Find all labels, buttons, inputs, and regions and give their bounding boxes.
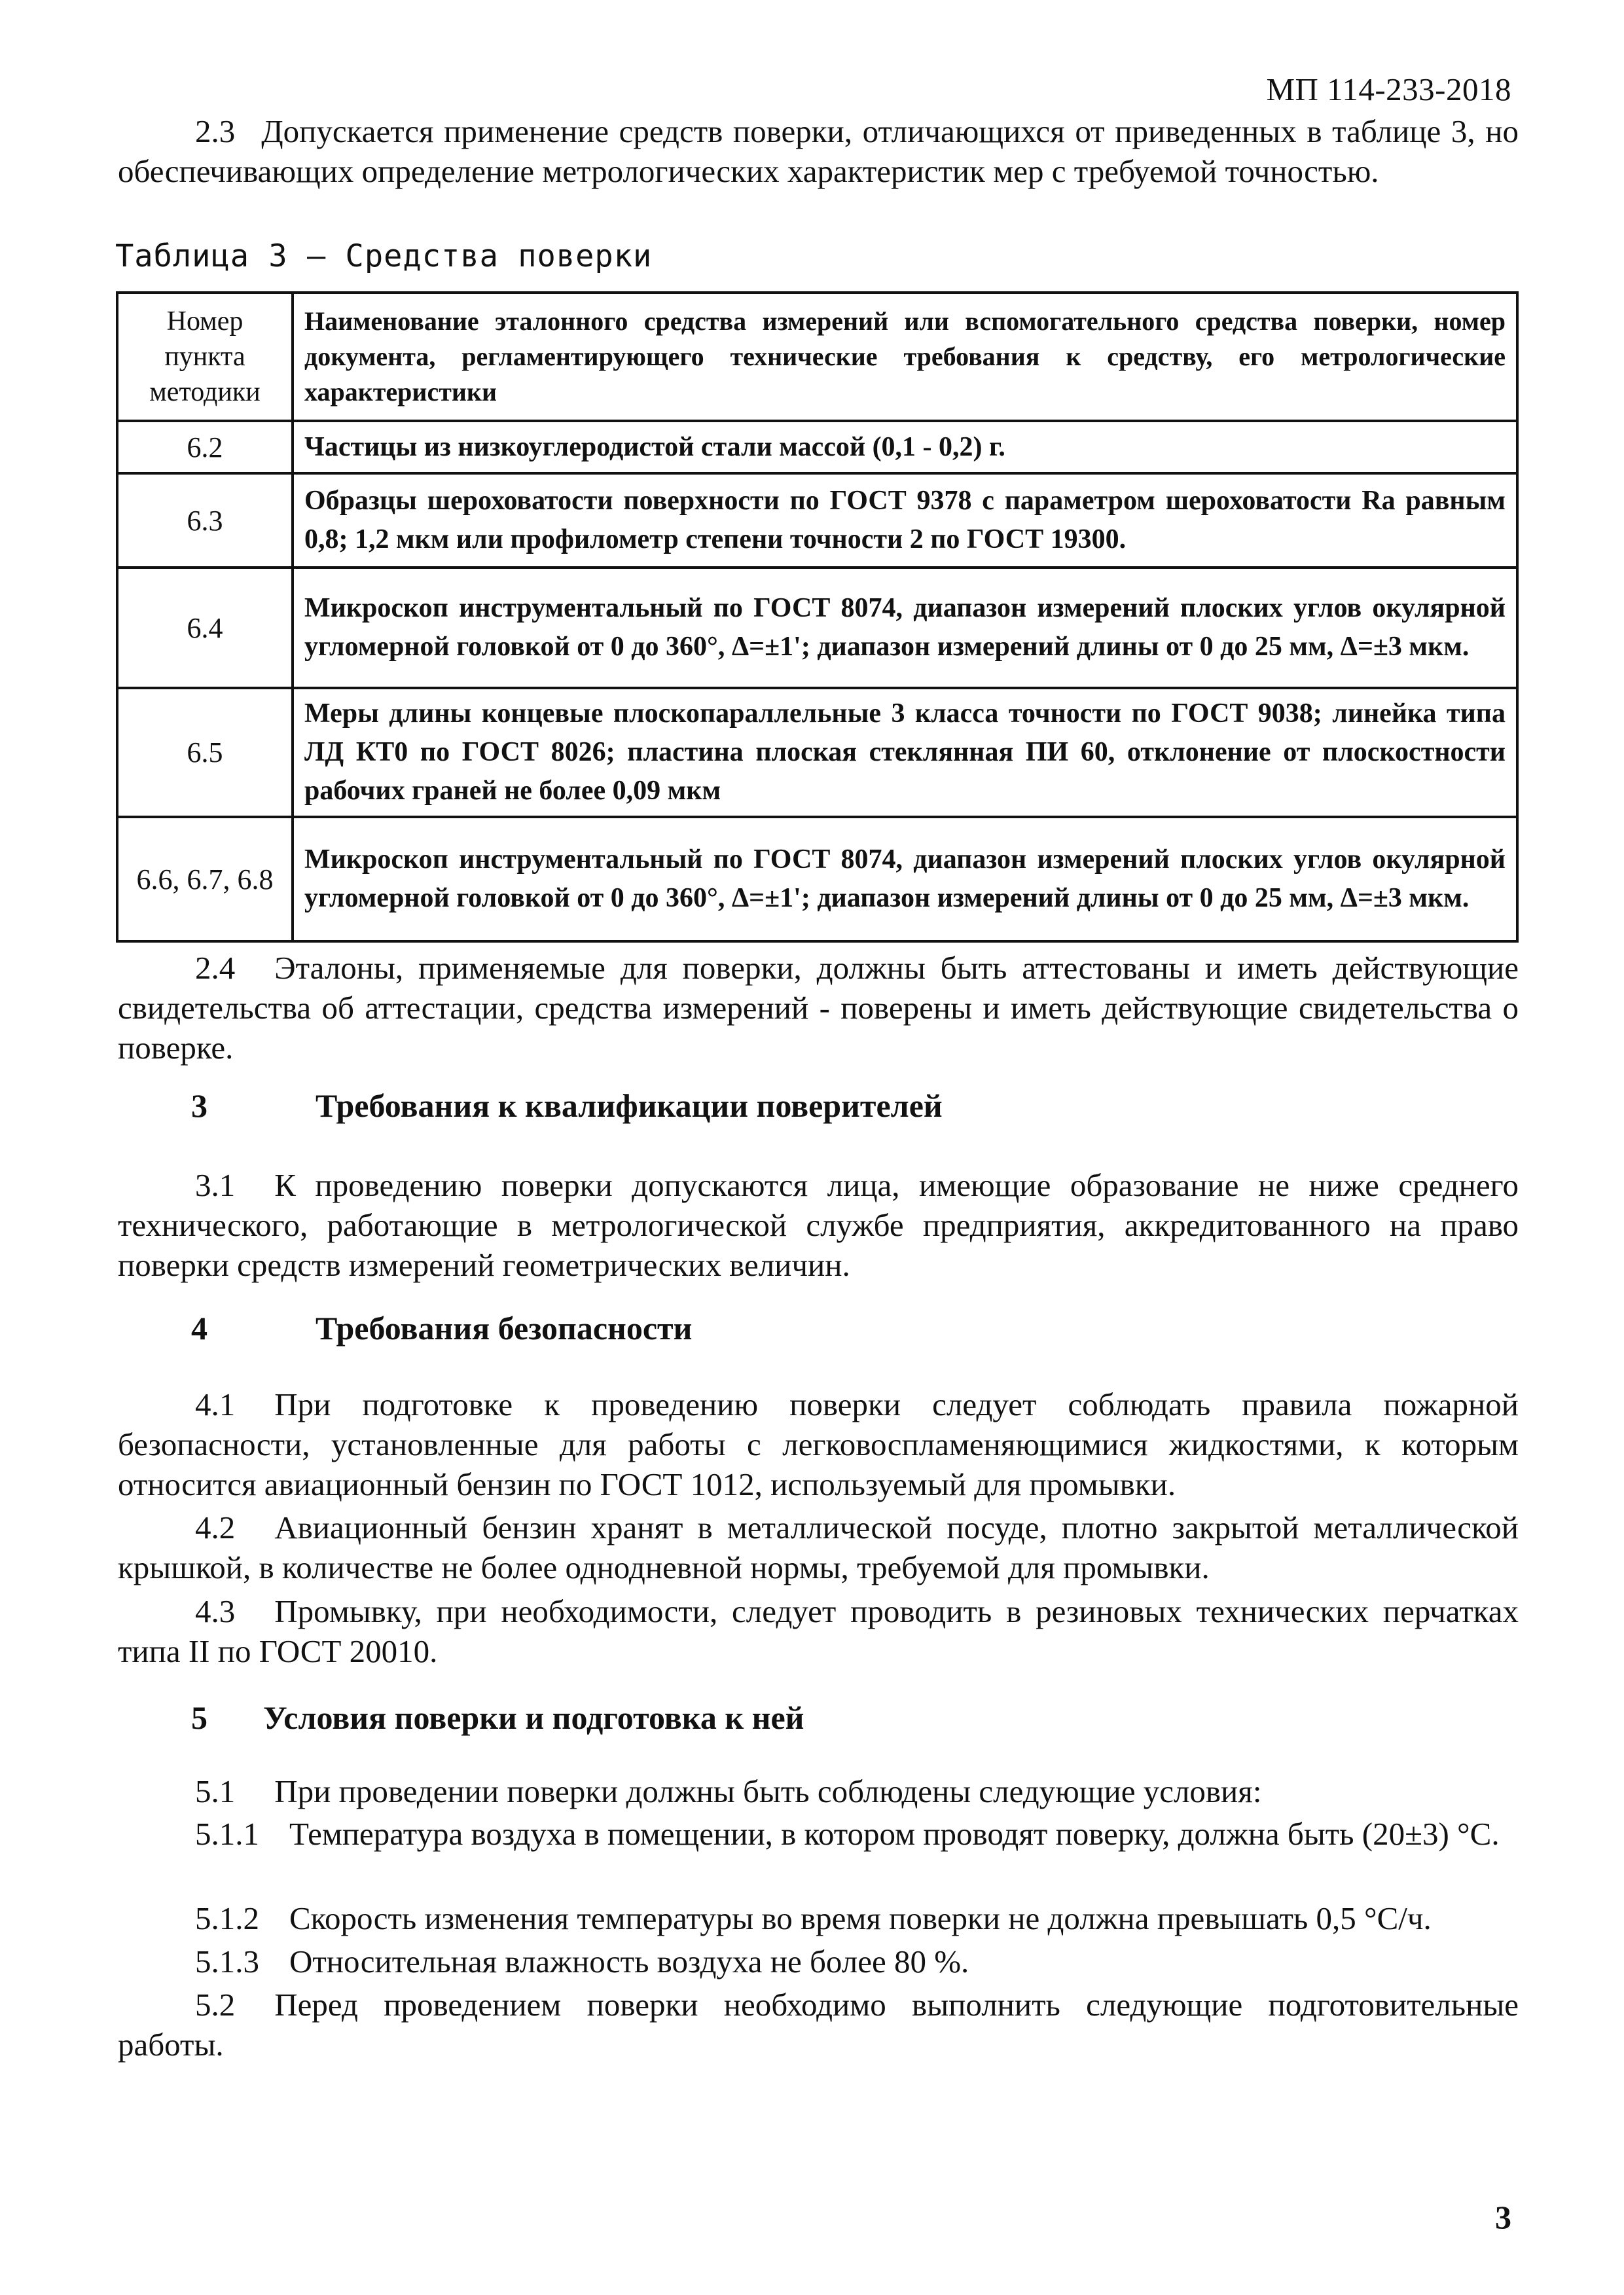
section-number: 4 — [191, 1310, 208, 1346]
section-title: Требования к квалификации поверителей — [316, 1087, 943, 1124]
table-row — [117, 473, 1517, 568]
table-row — [117, 568, 1517, 688]
table-row — [117, 688, 1517, 817]
column-header-description: Наименование эталонного средства измерений или вспомогательного средства поверки, номер документа, регламентирующего технические требования к средству, его метрологические характеристики — [293, 293, 1517, 421]
table-header-row — [117, 293, 1517, 421]
paragraph-5-1 — [118, 1771, 1519, 1811]
section-number: 3 — [191, 1087, 208, 1124]
paragraph-number: 4.1 — [195, 1386, 236, 1422]
paragraph-number: 4.3 — [195, 1593, 236, 1629]
section-number: 5 — [191, 1699, 208, 1736]
row-item-number: 6.5 — [117, 688, 293, 817]
document-code: МП 114-233-2018 — [1266, 71, 1511, 107]
paragraph-4-1 — [118, 1384, 1519, 1504]
paragraph-3-1 — [118, 1165, 1519, 1285]
row-item-number: 6.3 — [117, 473, 293, 568]
paragraph-text: Относительная влажность воздуха не более 80 %. — [289, 1943, 969, 1979]
paragraph-number: 5.1.1 — [195, 1816, 259, 1852]
paragraph-4-3 — [118, 1591, 1519, 1671]
section-title: Требования безопасности — [316, 1310, 693, 1346]
paragraph-4-2 — [118, 1508, 1519, 1587]
verification-tools-table — [116, 291, 1519, 943]
paragraph-number: 5.1.2 — [195, 1900, 259, 1936]
paragraph-5-1-2 — [118, 1898, 1519, 1938]
paragraph-5-1-1 — [118, 1814, 1519, 1854]
paragraph-number: 2.4 — [195, 950, 236, 986]
section-title: Условия поверки и подготовка к ней — [263, 1699, 804, 1736]
paragraph-number: 5.2 — [195, 1987, 236, 2023]
paragraph-text: При подготовке к проведению поверки следует соблюдать правила пожарной безопасности, установленные для работы с легковоспламеняющимися жидкостями, к которым относится авиационный бензин по ГОСТ 1012, используемый для промывки. — [118, 1386, 1519, 1502]
paragraph-number: 5.1 — [195, 1773, 236, 1809]
paragraph-text: Промывку, при необходимости, следует проводить в резиновых технических перчатках типа II по ГОСТ 20010. — [118, 1593, 1519, 1669]
paragraph-number: 2.3 — [195, 113, 236, 149]
paragraph-text: Авиационный бензин хранят в металлической посуде, плотно закрытой металлической крышкой, в количестве не более однодневной нормы, требуемой для промывки. — [118, 1509, 1519, 1585]
paragraph-number: 4.2 — [195, 1509, 236, 1545]
row-description: Меры длины концевые плоскопараллельные 3 класса точности по ГОСТ 9038; линейка типа ЛД КТ0 по ГОСТ 8026; пластина плоская стеклянная ПИ 60, отклонение от плоскостности рабочих граней не более 0,09 мкм — [293, 688, 1517, 817]
row-description: Частицы из низкоуглеродистой стали массой (0,1 - 0,2) г. — [293, 421, 1517, 473]
table-row — [117, 421, 1517, 473]
paragraph-text: При проведении поверки должны быть соблюдены следующие условия: — [274, 1773, 1262, 1809]
row-description: Микроскоп инструментальный по ГОСТ 8074, диапазон измерений плоских углов окулярной угломерной головкой от 0 до 360°, Δ=±1'; диапазон измерений длины от 0 до 25 мм, Δ=±3 мкм. — [293, 817, 1517, 941]
paragraph-5-2 — [118, 1985, 1519, 2065]
paragraph-text: Перед проведением поверки необходимо выполнить следующие подготовительные работы. — [118, 1987, 1519, 2063]
row-description: Образцы шероховатости поверхности по ГОСТ 9378 с параметром шероховатости Ra равным 0,8; 1,2 мкм или профилометр степени точности 2 по ГОСТ 19300. — [293, 473, 1517, 568]
column-header-item: Номер пункта методики — [117, 293, 293, 421]
paragraph-2-3 — [118, 111, 1519, 191]
paragraph-2-4 — [118, 948, 1519, 1068]
table-row — [117, 817, 1517, 941]
paragraph-text: Скорость изменения температуры во время поверки не должна превышать 0,5 °С/ч. — [289, 1900, 1432, 1936]
row-item-number: 6.6, 6.7, 6.8 — [117, 817, 293, 941]
paragraph-number: 3.1 — [195, 1167, 236, 1203]
row-item-number: 6.4 — [117, 568, 293, 688]
row-description: Микроскоп инструментальный по ГОСТ 8074, диапазон измерений плоских углов окулярной угломерной головкой от 0 до 360°, Δ=±1'; диапазон измерений длины от 0 до 25 мм, Δ=±3 мкм. — [293, 568, 1517, 688]
paragraph-text: Температура воздуха в помещении, в котором проводят поверку, должна быть (20±3) °С. — [289, 1816, 1500, 1852]
table-caption: Таблица 3 – Средства поверки — [115, 238, 653, 274]
paragraph-text: Эталоны, применяемые для поверки, должны быть аттестованы и иметь действующие свидетельства об аттестации, средства измерений - поверены и иметь действующие свидетельства о поверке. — [118, 950, 1519, 1066]
row-item-number: 6.2 — [117, 421, 293, 473]
page-number: 3 — [1495, 2199, 1511, 2235]
paragraph-text: Допускается применение средств поверки, отличающихся от приведенных в таблице 3, но обеспечивающих определение метрологических характеристик мер с требуемой точностью. — [118, 113, 1519, 189]
paragraph-number: 5.1.3 — [195, 1943, 259, 1979]
paragraph-text: К проведению поверки допускаются лица, имеющие образование не ниже среднего технического, работающие в метрологической службе предприятия, аккредитованного на право поверки средств измерений геометрических величин. — [118, 1167, 1519, 1283]
paragraph-5-1-3 — [118, 1942, 1519, 1981]
